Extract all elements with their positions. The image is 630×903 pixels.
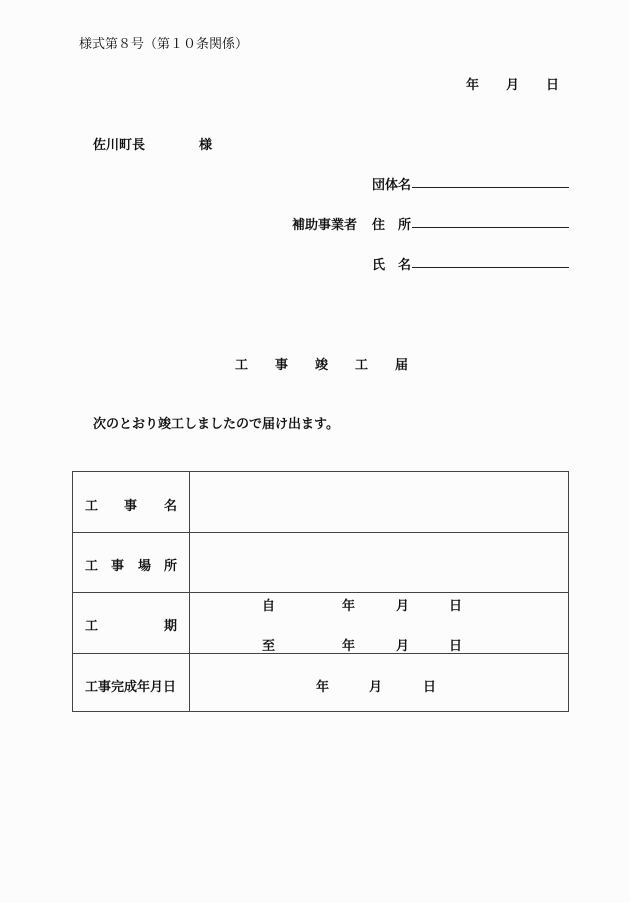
body-text: 次のとおり竣工しましたので届け出ます。: [93, 417, 339, 432]
period-from-year: 年: [342, 599, 356, 614]
addressee-honorific: 様: [199, 138, 213, 153]
title-char: 竣: [315, 358, 329, 373]
name-label-2: 名: [398, 258, 412, 273]
title-char: 工: [235, 358, 249, 373]
row1-label-char: 名: [164, 499, 178, 514]
row3-label-char: 工: [85, 619, 99, 634]
row2-label-char: 事: [111, 559, 125, 574]
period-to-day: 日: [449, 639, 463, 654]
row1-label-char: 事: [124, 499, 138, 514]
name-field[interactable]: [412, 267, 569, 268]
title-char: 届: [395, 358, 409, 373]
address-label-2: 所: [398, 218, 412, 233]
row3-label-char: 期: [164, 619, 178, 634]
row1-label-char: 工: [85, 499, 99, 514]
row2-label-char: 場: [138, 559, 152, 574]
title-char: 工: [355, 358, 369, 373]
period-to-year: 年: [342, 639, 356, 654]
period-to-label: 至: [262, 639, 276, 654]
address-field[interactable]: [412, 227, 569, 228]
date-month: 月: [506, 78, 520, 93]
row4-label: 工事完成年月日: [85, 680, 177, 695]
period-from-label: 自: [262, 599, 276, 614]
period-from-day: 日: [449, 599, 463, 614]
construction-location-cell[interactable]: [190, 533, 569, 592]
addressee-name: 佐川町長: [93, 138, 146, 153]
period-from-month: 月: [396, 599, 410, 614]
date-year: 年: [466, 78, 480, 93]
construction-name-cell[interactable]: [190, 472, 569, 532]
table-row-divider: [73, 653, 568, 654]
completion-day: 日: [423, 680, 437, 695]
period-to-month: 月: [396, 639, 410, 654]
applicant-role-label: 補助事業者: [292, 218, 358, 233]
title-char: 事: [275, 358, 289, 373]
group-name-field[interactable]: [412, 187, 569, 188]
row2-label-char: 所: [164, 559, 178, 574]
address-label-1: 住: [372, 218, 386, 233]
name-label-1: 氏: [372, 258, 386, 273]
completion-year: 年: [316, 680, 330, 695]
row2-label-char: 工: [85, 559, 99, 574]
group-name-label: 団体名: [372, 178, 412, 193]
completion-month: 月: [369, 680, 383, 695]
construction-table: [72, 471, 569, 712]
form-number: 様式第８号（第１０条関係）: [79, 37, 249, 52]
date-day: 日: [546, 78, 560, 93]
table-row-divider: [73, 592, 568, 593]
